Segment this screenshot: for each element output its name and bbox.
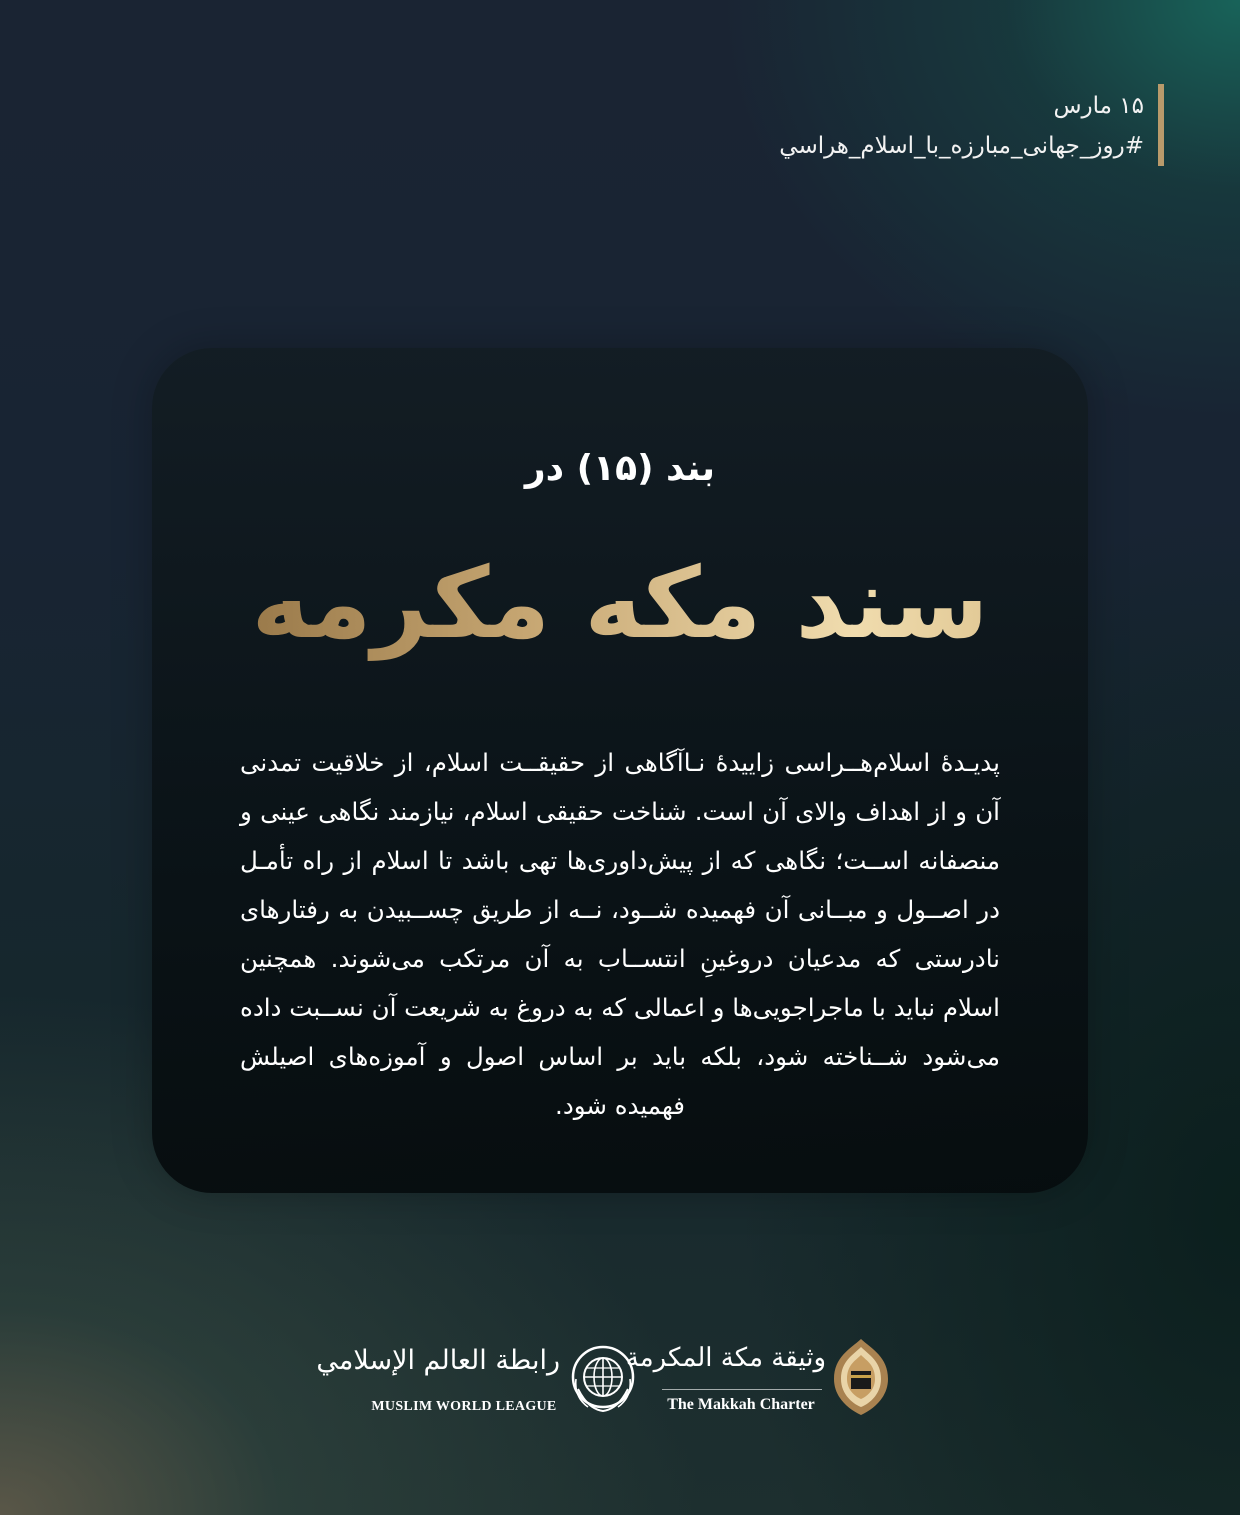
content-card [152, 348, 1088, 1193]
header-text [779, 84, 1144, 166]
header-hashtag: #روز_جهانی_مبارزه_با_اسلام_هراسي [779, 133, 1144, 159]
muslim-world-league-logo [316, 1339, 633, 1419]
card-subtitle: بند (۱۵) در [524, 448, 716, 489]
mc-divider [662, 1389, 822, 1390]
makkah-charter-logo [625, 1335, 898, 1425]
logos-footer [316, 1335, 898, 1425]
mwl-english-wordmark: MUSLIM WORLD LEAGUE [371, 1399, 557, 1414]
mwl-arabic-wordmark: رابطة العالم الإسلامي [316, 1345, 560, 1376]
header-date: ۱۵ مارس [1053, 93, 1144, 119]
mc-english-wordmark: The Makkah Charter [667, 1396, 815, 1413]
kaaba-emblem-icon [828, 1335, 894, 1419]
mc-arabic-wordmark: وثيقة مكة المكرمة [625, 1343, 826, 1373]
card-body-text: پدیـدۀ اسلام‌هــراسی زاییدۀ نـاآگاهی از حقیقــت اسلام، از خلاقیت تمدنی آن و از اهداف والای آن است. شناخت حقیقی اسلام، نیازمند نگاهی عینی و منصفانه اســت؛ نگاهی که از پیش‌داوری‌ها تهی باشد تا اسلام از راه تأمـل در اصــول و مبــانی آن فهمیده شــود، نــه از طریق چســبیدن به رفتارهای نادرستی که مدعیان دروغینِ انتســاب به آن مرتکب می‌شوند. همچنین اسلام نباید با ماجراجویی‌ها و اعمالی که به دروغ به شریعت آن نســبت داده می‌شود شــناخته شود، بلکه باید بر اساس اصول و آموزه‌های اصیلش فهمیده شود. [240, 748, 1000, 1120]
card-title: سند مکه مکرمه [152, 544, 1088, 664]
header [779, 84, 1164, 166]
header-accent-bar [1158, 84, 1164, 166]
